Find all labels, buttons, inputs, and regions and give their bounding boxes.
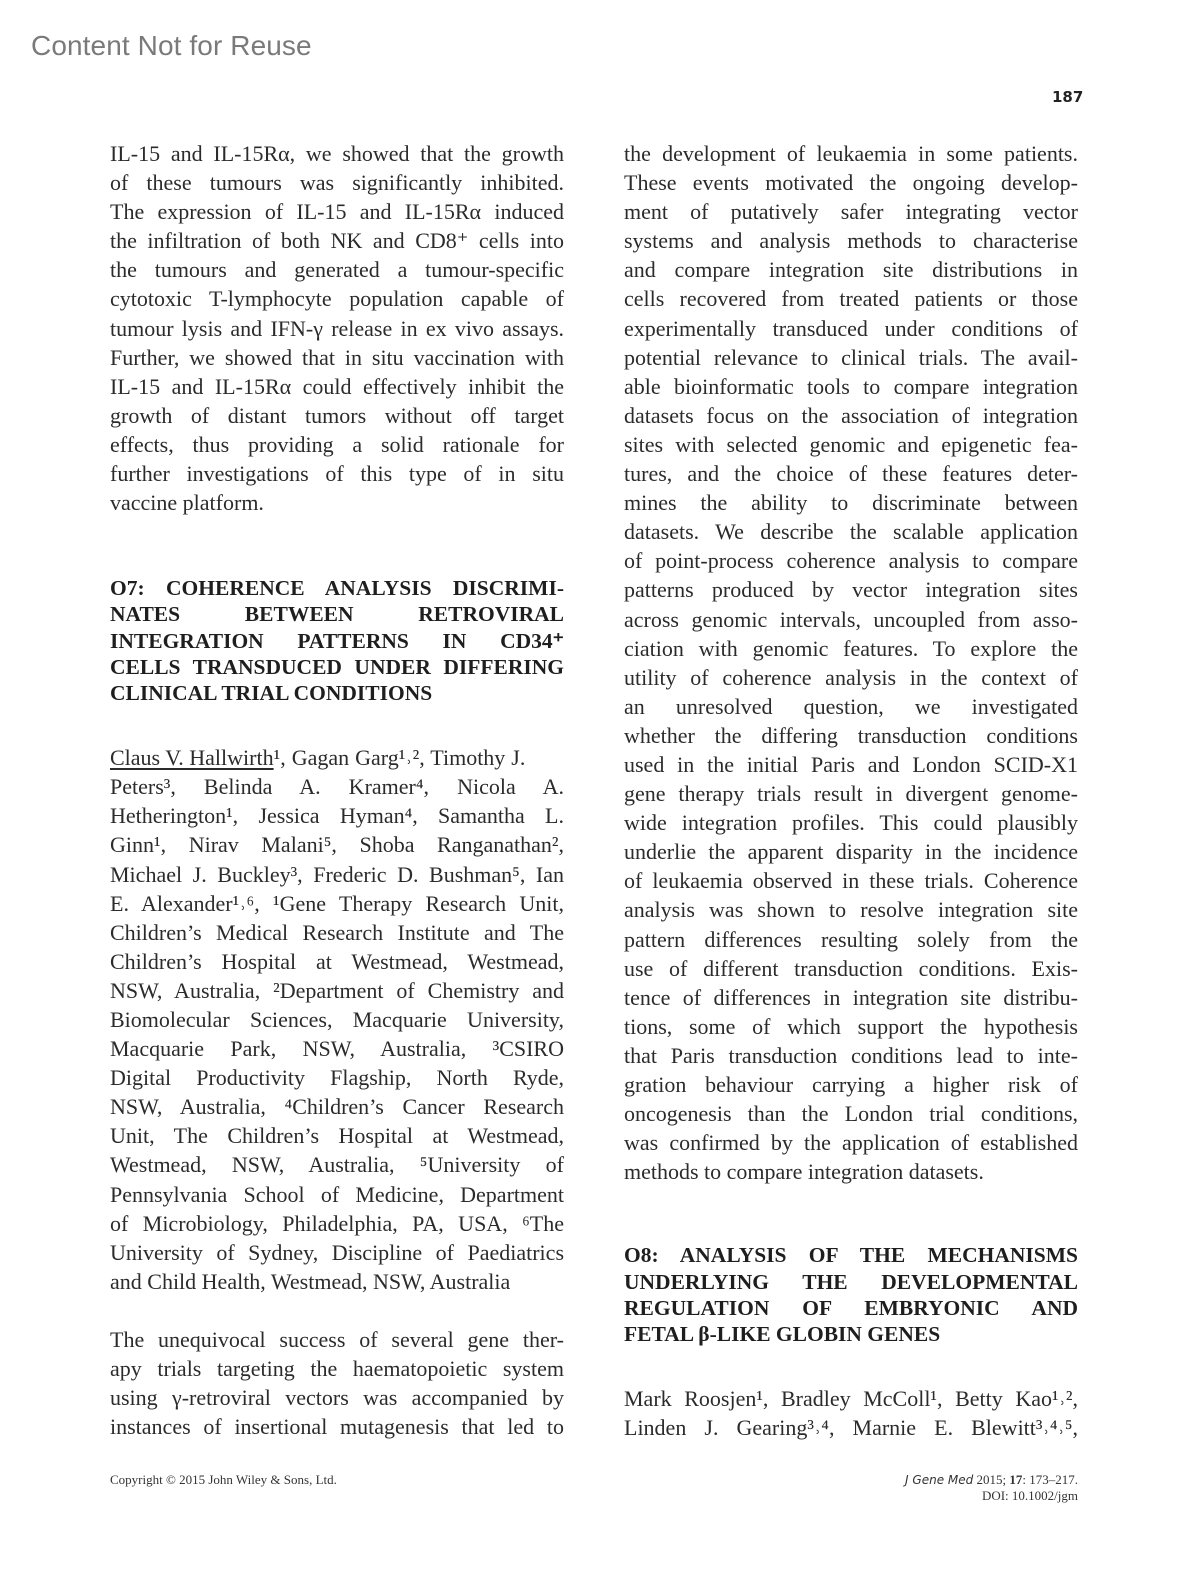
text-line: Michael J. Buckley³, Frederic D. Bushman⁵, Ian	[110, 861, 564, 887]
continued-paragraph-il15	[110, 139, 564, 517]
volume-number: 17	[1009, 1472, 1023, 1487]
o7-authors-affiliations	[110, 743, 564, 1296]
text-line: and compare integration site distributions in	[624, 257, 1078, 283]
text-line: Westmead, NSW, Australia, ⁵University of	[110, 1152, 564, 1178]
text-line: able bioinformatic tools to compare integration	[624, 373, 1078, 399]
text-line: of Microbiology, Philadelphia, PA, USA, ⁶The	[110, 1210, 564, 1236]
text-line: tions, some of which support the hypothesis	[624, 1013, 1078, 1039]
text-line: tence of differences in integration site distribu-	[624, 984, 1078, 1010]
o7-abstract-body	[110, 1325, 564, 1441]
text-line: patterns produced by vector integration sites	[624, 577, 1078, 603]
text-line: gration behaviour carrying a higher risk of	[624, 1072, 1078, 1097]
text-line: analysis was shown to resolve integration site	[624, 897, 1078, 923]
heading-line: UNDERLYING THE DEVELOPMENTAL	[624, 1269, 1078, 1294]
text-line: of point-process coherence analysis to compare	[624, 548, 1078, 574]
text-line: oncogenesis than the London trial conditions,	[624, 1101, 1078, 1127]
text-line: Children’s Hospital at Westmead, Westmead,	[110, 948, 564, 974]
text-line: ciation with genomic features. To explore the	[624, 635, 1078, 661]
text-line: Macquarie Park, NSW, Australia, ³CSIRO	[110, 1036, 564, 1062]
journal-citation	[905, 1472, 1078, 1504]
text-line: pattern differences resulting solely from the	[624, 926, 1078, 952]
text-line: IL-15 and IL-15Rα could effectively inhibit the	[110, 373, 564, 399]
text-line: potential relevance to clinical trials. The avail-	[624, 344, 1078, 370]
text-line: sites with selected genomic and epigenetic fea-	[624, 431, 1078, 457]
text-line: University of Sydney, Discipline of Paediatrics	[110, 1239, 564, 1265]
text-line: cytotoxic T-lymphocyte population capable of	[110, 286, 564, 312]
page-number: 187	[1052, 88, 1084, 106]
text-line: Hetherington¹, Jessica Hyman⁴, Samantha L.	[110, 803, 564, 829]
text-line: tumour lysis and IFN-γ release in ex vivo assays.	[110, 315, 564, 341]
heading-line: NATES BETWEEN RETROVIRAL	[110, 602, 564, 627]
text-line: Claus V. Hallwirth¹, Gagan Garg¹˒², Timothy J.	[110, 745, 526, 771]
heading-line: CELLS TRANSDUCED UNDER DIFFERING	[110, 654, 564, 679]
text-line: ment of putatively safer integrating vector	[624, 199, 1078, 225]
citation-line: J Gene Med 2015; 17: 173–217.	[905, 1472, 1078, 1487]
heading-line: O7: COHERENCE ANALYSIS DISCRIMI-	[110, 576, 564, 601]
text-line: Pennsylvania School of Medicine, Department	[110, 1181, 564, 1207]
text-line: Mark Roosjen¹, Bradley McColl¹, Betty Kao¹˒²,	[624, 1386, 1078, 1412]
o8-section-heading	[624, 1242, 1078, 1347]
text-line: the tumours and generated a tumour-specific	[110, 257, 564, 283]
text-line: whether the differing transduction conditions	[624, 722, 1078, 748]
copyright-notice: Copyright © 2015 John Wiley & Sons, Ltd.	[110, 1472, 337, 1487]
heading-line: REGULATION OF EMBRYONIC AND	[624, 1295, 1078, 1320]
text-line: mines the ability to discriminate between	[624, 490, 1078, 516]
heading-line: O8: ANALYSIS OF THE MECHANISMS	[624, 1243, 1078, 1268]
text-line: Unit, The Children’s Hospital at Westmead,	[110, 1123, 564, 1149]
text-line: growth of distant tumors without off target	[110, 402, 564, 428]
text-line: methods to compare integration datasets.	[624, 1159, 984, 1185]
text-line: datasets focus on the association of integration	[624, 402, 1078, 428]
left-column	[110, 139, 564, 1441]
text-line: experimentally transduced under conditions of	[624, 315, 1078, 341]
text-line: Digital Productivity Flagship, North Ryde,	[110, 1065, 564, 1091]
text-line: Children’s Medical Research Institute and The	[110, 919, 564, 945]
text-line: using γ-retroviral vectors was accompanied by	[110, 1385, 564, 1411]
text-line: datasets. We describe the scalable application	[624, 519, 1078, 545]
text-line: the infiltration of both NK and CD8⁺ cells into	[110, 228, 564, 254]
heading-line: FETAL β-LIKE GLOBIN GENES	[624, 1321, 941, 1346]
journal-name: J Gene Med	[905, 1473, 974, 1487]
text-line: across genomic intervals, uncoupled from asso-	[624, 606, 1078, 632]
text-line: was confirmed by the application of established	[624, 1130, 1078, 1156]
text-line: The unequivocal success of several gene ther-	[110, 1326, 564, 1352]
o7-abstract-continued	[624, 139, 1078, 1186]
text-line: IL-15 and IL-15Rα, we showed that the growth	[110, 141, 564, 166]
text-line: use of different transduction conditions. Exis-	[624, 955, 1078, 981]
text-line: effects, thus providing a solid rationale for	[110, 431, 564, 457]
text-line: underlie the apparent disparity in the incidence	[624, 839, 1078, 865]
text-line: of leukaemia observed in these trials. Coherence	[624, 868, 1078, 894]
text-line: NSW, Australia, ²Department of Chemistry and	[110, 977, 564, 1003]
text-line: Biomolecular Sciences, Macquarie University,	[110, 1007, 564, 1032]
text-line: that Paris transduction conditions lead to inte-	[624, 1042, 1078, 1068]
text-line: used in the initial Paris and London SCID-X1	[624, 751, 1078, 777]
text-line: Ginn¹, Nirav Malani⁵, Shoba Ranganathan²,	[110, 832, 564, 858]
text-line: Linden J. Gearing³˒⁴, Marnie E. Blewitt³˒⁴˒⁵,	[624, 1415, 1078, 1441]
watermark-content-not-for-reuse: Content Not for Reuse	[31, 30, 312, 61]
text-line: and Child Health, Westmead, NSW, Australia	[110, 1268, 511, 1294]
text-line: utility of coherence analysis in the context of	[624, 664, 1078, 690]
text-line: E. Alexander¹˒⁶, ¹Gene Therapy Research Unit,	[110, 890, 564, 916]
text-line: NSW, Australia, ⁴Children’s Cancer Research	[110, 1094, 564, 1120]
text-line: an unresolved question, we investigated	[624, 693, 1078, 719]
text-line: Peters³, Belinda A. Kramer⁴, Nicola A.	[110, 774, 564, 800]
presenting-author-name: Claus V. Hallwirth	[110, 745, 274, 771]
text-line: cells recovered from treated patients or those	[624, 286, 1078, 312]
heading-line: INTEGRATION PATTERNS IN CD34⁺	[110, 628, 564, 653]
heading-line: CLINICAL TRIAL CONDITIONS	[110, 680, 433, 705]
text-line: The expression of IL-15 and IL-15Rα induced	[110, 199, 564, 225]
text-line: wide integration profiles. This could plausibly	[624, 810, 1078, 836]
o7-section-heading	[110, 575, 564, 706]
text-line: Further, we showed that in situ vaccination with	[110, 344, 564, 370]
text-line: instances of insertional mutagenesis that led to	[110, 1414, 564, 1440]
text-line: gene therapy trials result in divergent genome-	[624, 781, 1078, 807]
text-line: vaccine platform.	[110, 490, 264, 516]
text-line: apy trials targeting the haematopoietic system	[110, 1356, 564, 1382]
text-line: systems and analysis methods to characterise	[624, 228, 1078, 254]
text-line: further investigations of this type of in situ	[110, 461, 564, 487]
text-line: the development of leukaemia in some patients.	[624, 141, 1078, 166]
text-line: These events motivated the ongoing develop-	[624, 170, 1078, 196]
text-line: of these tumours was significantly inhibited.	[110, 170, 564, 196]
right-column	[624, 139, 1078, 1442]
doi: DOI: 10.1002/jgm	[981, 1488, 1078, 1503]
text-line: tures, and the choice of these features deter-	[624, 461, 1078, 487]
o8-authors	[624, 1384, 1078, 1442]
